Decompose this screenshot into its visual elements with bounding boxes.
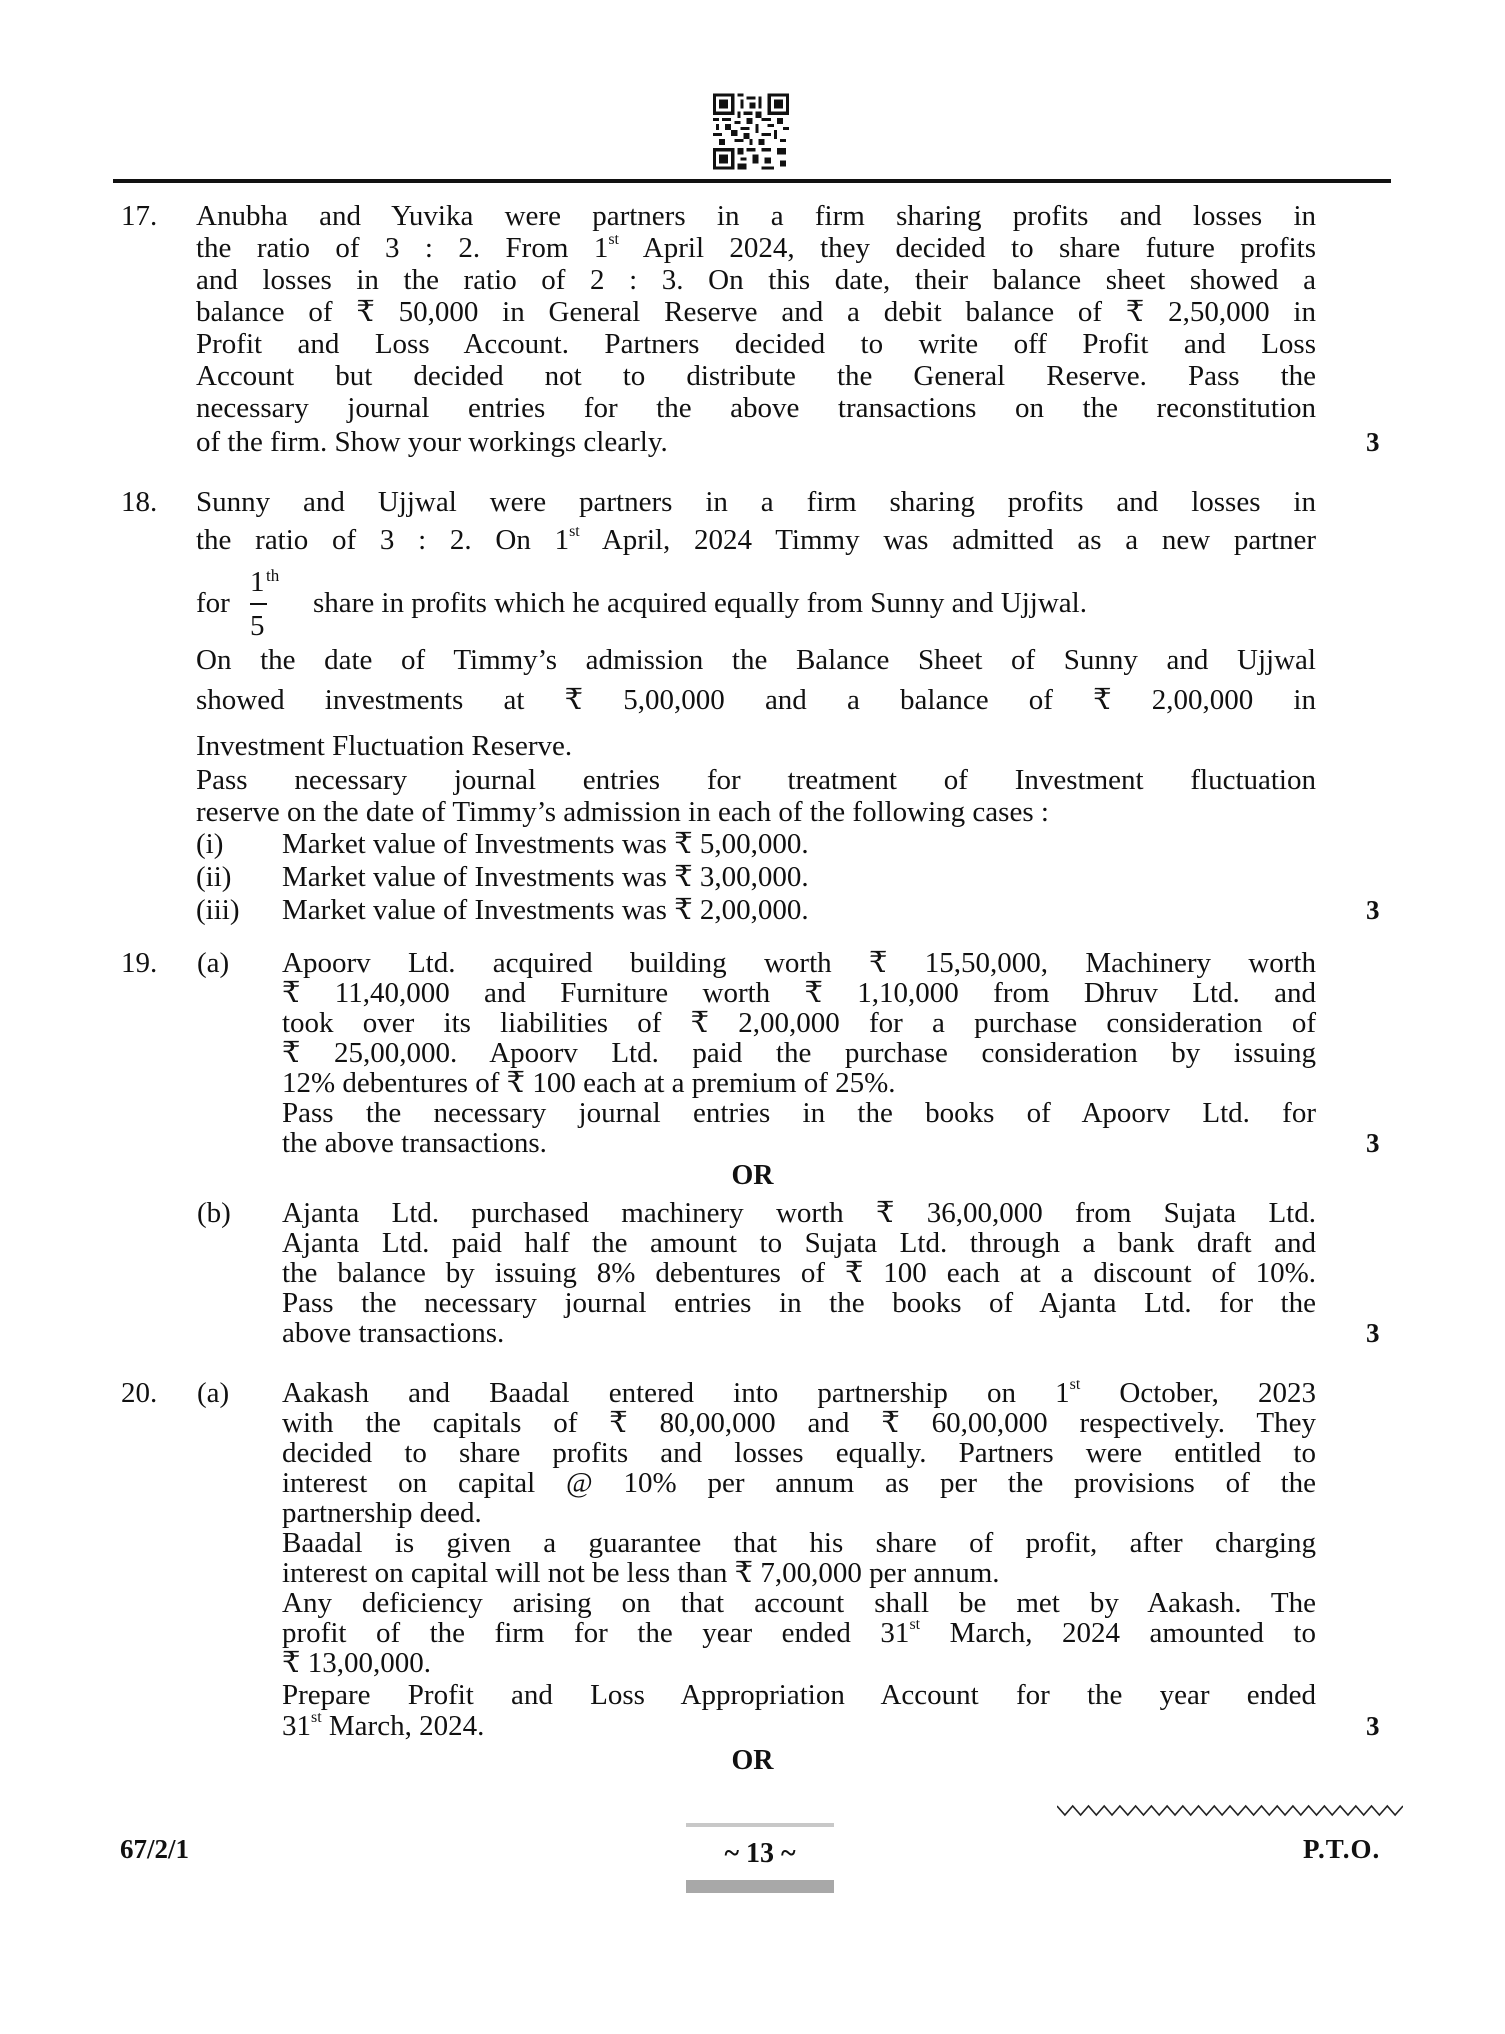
question-text-line: Aakash and Baadal entered into partnership on 1st October, 2023 <box>282 1375 1316 1409</box>
question-text-line: balance of ₹ 50,000 in General Reserve and a debit balance of ₹ 2,50,000 in <box>196 296 1316 328</box>
page-number: ~ 13 ~ <box>724 1838 796 1869</box>
question-text-line: Prepare Profit and Loss Appropriation Account for the year ended <box>282 1679 1316 1711</box>
question-text-line: ₹ 25,00,000. Apoorv Ltd. paid the purchase consideration by issuing <box>282 1037 1316 1069</box>
question-text-line: On the date of Timmy’s admission the Balance Sheet of Sunny and Ujjwal <box>196 644 1316 676</box>
question-text-line: Apoorv Ltd. acquired building worth ₹ 15,50,000, Machinery worth <box>282 947 1316 979</box>
question-text-line: Anubha and Yuvika were partners in a firm sharing profits and losses in <box>196 200 1316 232</box>
marks-label: 3 <box>1366 1318 1380 1348</box>
question-text-line: Investment Fluctuation Reserve. <box>196 730 573 762</box>
paper-code: 67/2/1 <box>120 1834 190 1864</box>
fraction-denominator: 5 <box>250 610 265 642</box>
header-rule <box>113 179 1391 183</box>
case-label: (i) <box>196 828 224 860</box>
question-text-line: Ajanta Ltd. paid half the amount to Sujata Ltd. through a bank draft and <box>282 1227 1316 1259</box>
or-separator: OR <box>731 1160 774 1191</box>
question-text-line: interest on capital @ 10% per annum as per the provisions of the <box>282 1467 1316 1499</box>
case-text: Market value of Investments was ₹ 2,00,000. <box>282 894 809 926</box>
question-text-line: interest on capital will not be less than ₹ 7,00,000 per annum. <box>282 1557 1000 1589</box>
question-text-line: partnership deed. <box>282 1497 482 1529</box>
zigzag-line-icon <box>1057 1803 1403 1817</box>
question-text-line: above transactions. <box>282 1317 505 1349</box>
marks-label: 3 <box>1366 1711 1380 1741</box>
question-text-line: Account but decided not to distribute the General Reserve. Pass the <box>196 360 1316 392</box>
question-text-line: the balance by issuing 8% debentures of ₹ 100 each at a discount of 10%. <box>282 1257 1316 1289</box>
fraction-superscript: th <box>266 566 280 585</box>
question-number: 17. <box>121 200 158 232</box>
question-text-line: showed investments at ₹ 5,00,000 and a balance of ₹ 2,00,000 in <box>196 684 1316 716</box>
qr-code-icon <box>713 93 789 170</box>
please-turn-over: P.T.O. <box>1303 1834 1381 1864</box>
page-number-top-bar <box>686 1823 834 1827</box>
case-label: (iii) <box>196 894 240 926</box>
question-number: 18. <box>121 486 158 518</box>
question-text-line: and losses in the ratio of 2 : 3. On this date, their balance sheet showed a <box>196 264 1316 296</box>
question-text-line: the ratio of 3 : 2. From 1st April 2024, they decided to share future profits <box>196 230 1316 264</box>
or-separator: OR <box>731 1745 774 1776</box>
subquestion-label: (b) <box>197 1197 231 1229</box>
question-text-line: Any deficiency arising on that account shall be met by Aakash. The <box>282 1587 1316 1619</box>
question-text-line: Pass necessary journal entries for treatment of Investment fluctuation <box>196 764 1316 796</box>
fraction-bar <box>250 603 267 605</box>
question-text-line: ₹ 11,40,000 and Furniture worth ₹ 1,10,000 from Dhruv Ltd. and <box>282 977 1316 1009</box>
question-text-line: took over its liabilities of ₹ 2,00,000 for a purchase consideration of <box>282 1007 1316 1039</box>
question-text-line: Pass the necessary journal entries in the books of Ajanta Ltd. for the <box>282 1287 1316 1319</box>
question-text-line: the above transactions. <box>282 1127 547 1159</box>
question-text-line: Sunny and Ujjwal were partners in a firm sharing profits and losses in <box>196 486 1316 518</box>
question-number: 19. <box>121 947 158 979</box>
question-text-line: reserve on the date of Timmy’s admission in each of the following cases : <box>196 796 1049 828</box>
question-number: 20. <box>121 1377 158 1409</box>
subquestion-label: (a) <box>197 947 230 979</box>
question-text-line: decided to share profits and losses equally. Partners were entitled to <box>282 1437 1316 1469</box>
question-text-line: 31st March, 2024. <box>282 1708 485 1742</box>
question-text-line: Ajanta Ltd. purchased machinery worth ₹ 36,00,000 from Sujata Ltd. <box>282 1197 1316 1229</box>
case-text: Market value of Investments was ₹ 3,00,000. <box>282 861 809 893</box>
question-text-line: of the firm. Show your workings clearly. <box>196 426 668 458</box>
marks-label: 3 <box>1366 895 1380 925</box>
marks-label: 3 <box>1366 1128 1380 1158</box>
question-text-line: with the capitals of ₹ 80,00,000 and ₹ 60,00,000 respectively. They <box>282 1407 1316 1439</box>
case-text: Market value of Investments was ₹ 5,00,000. <box>282 828 809 860</box>
fraction-numerator: 1 <box>250 566 265 598</box>
case-label: (ii) <box>196 861 232 893</box>
question-text-line: necessary journal entries for the above transactions on the reconstitution <box>196 392 1316 424</box>
question-text-line: Pass the necessary journal entries in the books of Apoorv Ltd. for <box>282 1097 1316 1129</box>
question-text-line: Profit and Loss Account. Partners decided to write off Profit and Loss <box>196 328 1316 360</box>
question-text-line: 12% debentures of ₹ 100 each at a premium of 25%. <box>282 1067 896 1099</box>
subquestion-label: (a) <box>197 1377 230 1409</box>
page-number-bottom-bar <box>686 1880 834 1893</box>
question-text-line: Baadal is given a guarantee that his share of profit, after charging <box>282 1527 1316 1559</box>
question-text-line: the ratio of 3 : 2. On 1st April, 2024 Timmy was admitted as a new partner <box>196 522 1316 556</box>
question-text-line: share in profits which he acquired equally from Sunny and Ujjwal. <box>313 587 1087 619</box>
question-text-line: profit of the firm for the year ended 31st March, 2024 amounted to <box>282 1615 1316 1649</box>
marks-label: 3 <box>1366 427 1380 457</box>
question-text-line: ₹ 13,00,000. <box>282 1647 431 1679</box>
